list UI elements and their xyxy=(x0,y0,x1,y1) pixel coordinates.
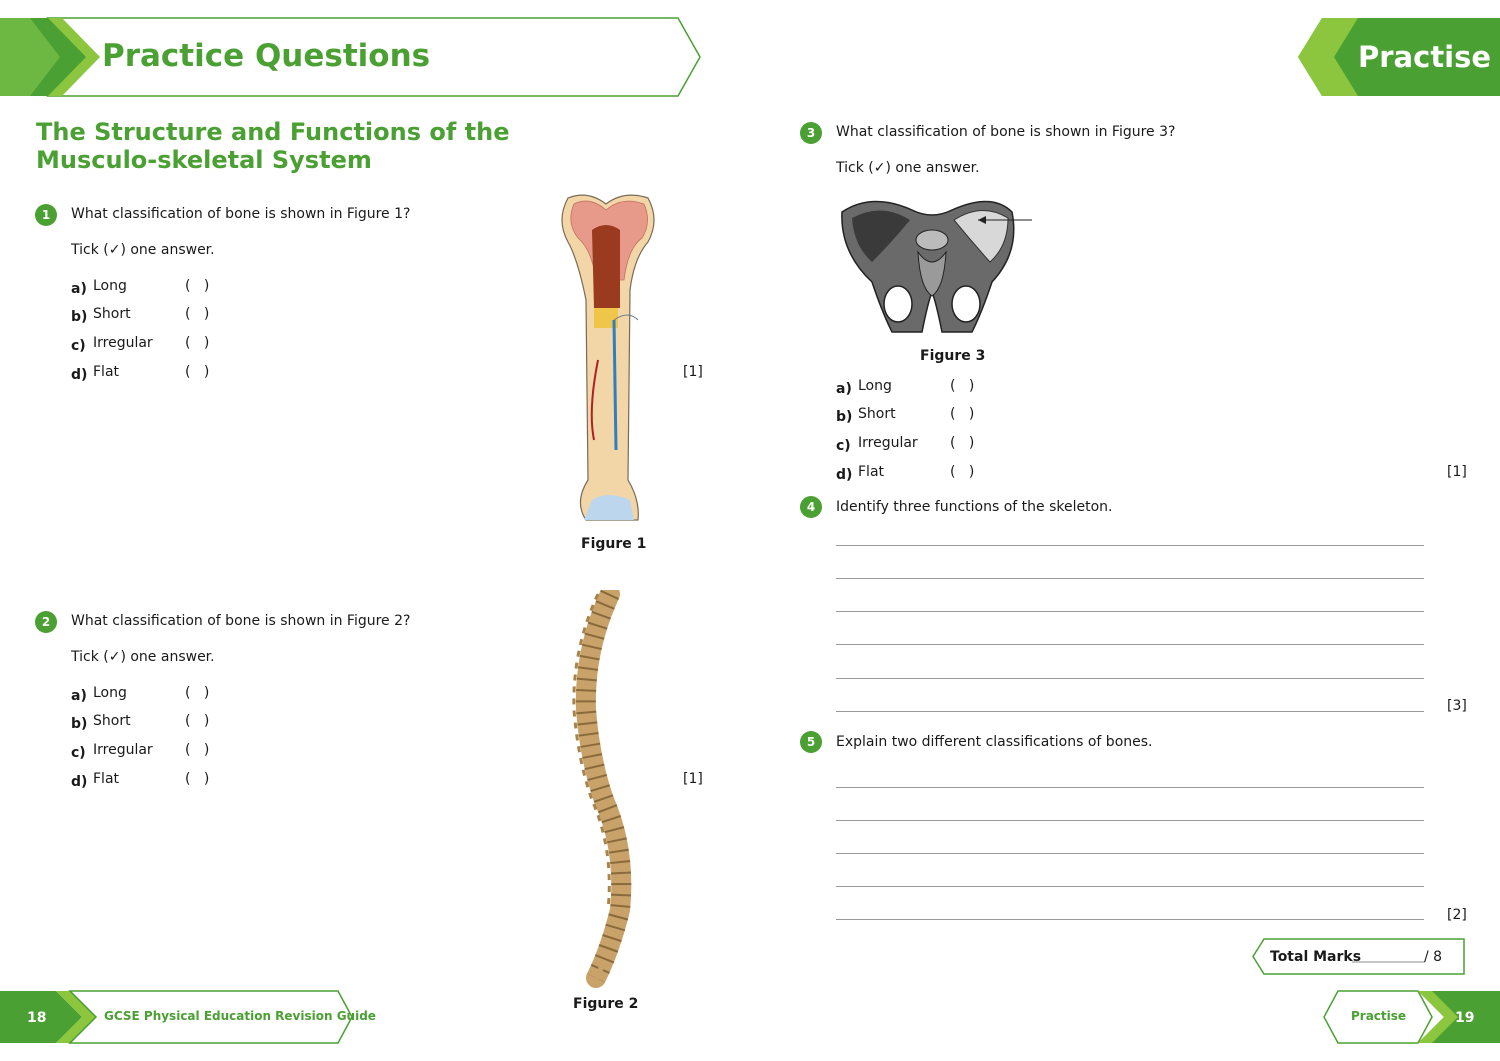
question-1-option-a[interactable] xyxy=(71,278,210,297)
option-letter: d) xyxy=(71,774,88,790)
option-label: Flat xyxy=(93,364,120,380)
tick-box[interactable]: ( ) xyxy=(185,685,210,701)
option-letter: a) xyxy=(71,688,87,704)
question-number-1: 1 xyxy=(35,204,57,226)
option-label: Short xyxy=(858,406,896,422)
option-label: Flat xyxy=(858,464,885,480)
option-letter: c) xyxy=(836,438,851,454)
question-1-marks: [1] xyxy=(683,364,703,380)
tick-box[interactable]: ( ) xyxy=(950,435,975,451)
figure-3-caption: Figure 3 xyxy=(920,348,986,364)
question-number-5: 5 xyxy=(800,731,822,753)
question-4-text: Identify three functions of the skeleton. xyxy=(836,499,1113,515)
question-2-option-d[interactable] xyxy=(71,771,210,790)
footer-section-label: Practise xyxy=(1351,1009,1407,1023)
option-letter: d) xyxy=(71,367,88,383)
tick-box[interactable]: ( ) xyxy=(185,278,210,294)
question-2-marks: [1] xyxy=(683,771,703,787)
option-letter: c) xyxy=(71,745,86,761)
option-letter: b) xyxy=(71,716,88,732)
section-title-line2: Musculo-skeletal System xyxy=(36,146,372,174)
answer-line[interactable] xyxy=(836,578,1424,579)
tick-box[interactable]: ( ) xyxy=(185,364,210,380)
question-1-option-d[interactable] xyxy=(71,364,210,383)
figure-1-caption: Figure 1 xyxy=(581,536,647,552)
page-number-right: 19 xyxy=(1455,1010,1475,1026)
option-label: Short xyxy=(93,713,131,729)
question-3-instruction: Tick (✓) one answer. xyxy=(836,160,980,176)
total-marks-label: Total Marks xyxy=(1270,949,1362,965)
question-2-option-b[interactable] xyxy=(71,713,210,732)
answer-line[interactable] xyxy=(836,820,1424,821)
option-letter: a) xyxy=(71,281,87,297)
answer-line[interactable] xyxy=(836,919,1424,920)
answer-line[interactable] xyxy=(836,678,1424,679)
option-letter: b) xyxy=(836,409,853,425)
page-title-left: Practice Questions xyxy=(102,38,431,74)
question-1-instruction: Tick (✓) one answer. xyxy=(71,242,215,258)
question-3-option-a[interactable] xyxy=(836,378,975,397)
answer-line[interactable] xyxy=(836,611,1424,612)
option-label: Short xyxy=(93,306,131,322)
question-number-3: 3 xyxy=(800,122,822,144)
option-label: Long xyxy=(93,685,127,701)
option-label: Irregular xyxy=(858,435,918,451)
question-1-text: What classification of bone is shown in Figure 1? xyxy=(71,206,411,222)
option-letter: b) xyxy=(71,309,88,325)
tick-box[interactable]: ( ) xyxy=(185,742,210,758)
option-label: Long xyxy=(858,378,892,394)
pelvis-illustration xyxy=(832,192,1038,342)
page-number-left: 18 xyxy=(27,1010,47,1026)
spine-illustration xyxy=(550,590,650,990)
question-number-2: 2 xyxy=(35,611,57,633)
tick-box[interactable]: ( ) xyxy=(185,713,210,729)
section-title-line1: The Structure and Functions of the xyxy=(36,118,510,146)
option-letter: c) xyxy=(71,338,86,354)
answer-line[interactable] xyxy=(836,545,1424,546)
answer-line[interactable] xyxy=(836,787,1424,788)
question-3-marks: [1] xyxy=(1447,464,1467,480)
total-marks-value: / 8 xyxy=(1424,949,1443,965)
question-3-option-d[interactable] xyxy=(836,464,975,483)
question-2-text: What classification of bone is shown in Figure 2? xyxy=(71,613,411,629)
question-5-text: Explain two different classifications of bones. xyxy=(836,734,1153,750)
tick-box[interactable]: ( ) xyxy=(185,306,210,322)
question-3-option-c[interactable] xyxy=(836,435,975,454)
answer-line[interactable] xyxy=(836,644,1424,645)
tick-box[interactable]: ( ) xyxy=(950,378,975,394)
footer-book-title: GCSE Physical Education Revision Guide xyxy=(104,1009,376,1023)
question-3-text: What classification of bone is shown in Figure 3? xyxy=(836,124,1176,140)
question-1-option-c[interactable] xyxy=(71,335,210,354)
question-5-marks: [2] xyxy=(1447,907,1467,923)
femur-bone-illustration xyxy=(548,190,668,530)
question-4-marks: [3] xyxy=(1447,698,1467,714)
section-title xyxy=(36,118,509,174)
page-title-right: Practise xyxy=(1358,40,1492,74)
answer-line[interactable] xyxy=(836,886,1424,887)
question-2-option-a[interactable] xyxy=(71,685,210,704)
option-letter: a) xyxy=(836,381,852,397)
figure-2-caption: Figure 2 xyxy=(573,996,639,1012)
tick-box[interactable]: ( ) xyxy=(185,335,210,351)
question-1-option-b[interactable] xyxy=(71,306,210,325)
option-label: Irregular xyxy=(93,335,153,351)
tick-box[interactable]: ( ) xyxy=(950,406,975,422)
question-2-instruction: Tick (✓) one answer. xyxy=(71,649,215,665)
tick-box[interactable]: ( ) xyxy=(950,464,975,480)
question-number-4: 4 xyxy=(800,496,822,518)
option-label: Irregular xyxy=(93,742,153,758)
question-2-option-c[interactable] xyxy=(71,742,210,761)
question-3-option-b[interactable] xyxy=(836,406,975,425)
answer-line[interactable] xyxy=(836,711,1424,712)
answer-line[interactable] xyxy=(836,853,1424,854)
option-label: Long xyxy=(93,278,127,294)
option-label: Flat xyxy=(93,771,120,787)
option-letter: d) xyxy=(836,467,853,483)
tick-box[interactable]: ( ) xyxy=(185,771,210,787)
